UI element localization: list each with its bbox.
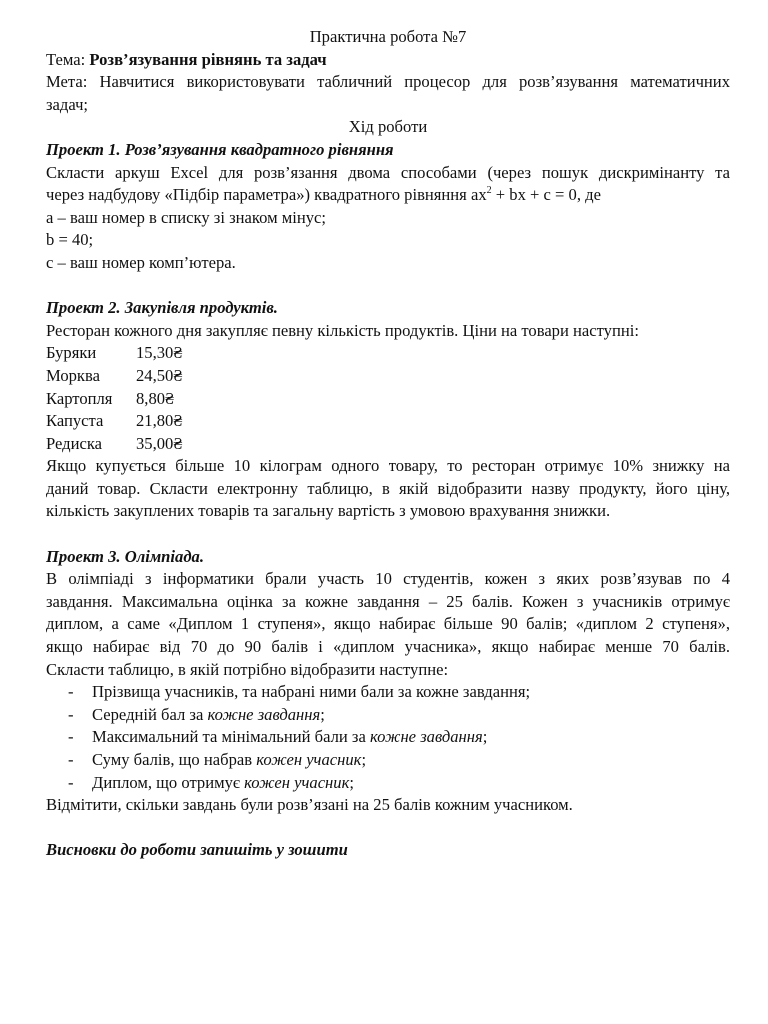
list-item: [46, 681, 730, 704]
dash-bullet: -: [68, 704, 74, 724]
project2-condition-2: даний товар. Скласти електронну таблицю, в якій відобразити назву продукту, його ціну,: [46, 478, 730, 498]
progress-heading: Хід роботи: [348, 117, 428, 137]
list-item-emphasis: кожен учасник: [244, 772, 350, 792]
equation-exponent: 2: [486, 185, 492, 197]
topic-text: Розв’язування рівнянь та задач: [89, 49, 327, 69]
list-item-text-part: Максимальний та мінімальний бали за: [92, 727, 370, 747]
project3-line-4: якщо набирає від 70 до 90 балів і «диплом учасника», якщо набирає менше 70 балів.: [46, 637, 730, 657]
list-item-text: [92, 772, 354, 795]
page-title: Практична робота №7: [309, 27, 467, 46]
project3-note: Відмітити, скільки завдань були розв’язані на 25 балів кожним учасником.: [46, 795, 573, 815]
price-row: [46, 342, 730, 365]
topic-line: [46, 49, 730, 72]
dash-bullet: -: [68, 750, 74, 769]
document-page: [46, 26, 730, 862]
project1-line-2: [46, 184, 730, 207]
list-item-emphasis: кожне завдання: [207, 704, 321, 724]
project3-line-5: Скласти таблицю, в якій потрібно відобразити наступне:: [46, 659, 449, 679]
price-row: [46, 410, 730, 433]
project3-line-2: завдання. Максимальна оцінка за кожне завдання – 25 балів. Кожен з учасників отримує: [46, 591, 730, 611]
price-row: [46, 433, 730, 456]
goal-line-2: задач;: [46, 94, 89, 114]
product-name: Капуста: [46, 411, 104, 431]
list-item-text-part: ;: [361, 750, 367, 769]
list-item: [46, 704, 730, 727]
list-item-text-part: Середній бал за: [92, 704, 208, 724]
project3-heading: Проект 3. Олімпіада.: [46, 546, 204, 566]
product-name: Картопля: [46, 388, 113, 408]
product-name: Буряки: [46, 343, 97, 363]
project3-line-1: В олімпіаді з інформатики брали участь 10 студентів, кожен з яких розв’язував по 4: [46, 569, 730, 589]
list-item-emphasis: кожен учасник: [256, 750, 362, 769]
equation-suffix: + bx + c = 0, де: [491, 185, 601, 205]
product-name: Редиска: [46, 433, 103, 453]
price-row: [46, 365, 730, 388]
product-price: 8,80₴: [136, 388, 175, 408]
dash-bullet: -: [68, 682, 74, 702]
list-item-text-part: ;: [482, 727, 488, 747]
project2-condition-1: Якщо купується більше 10 кілограм одного товару, то ресторан отримує 10% знижку на: [46, 456, 730, 476]
list-item-text: [92, 704, 325, 727]
list-item-emphasis: кожне завдання: [370, 727, 483, 747]
list-item-text-part: Суму балів, що набрав: [92, 750, 257, 769]
project1-heading: Проект 1. Розв’язування квадратного рівняння: [46, 139, 394, 159]
project3-line-3: диплом, а саме «Диплом 1 ступеня», якщо набирає більше 90 балів; «диплом 2 ступеня»,: [46, 614, 730, 634]
project1-a-line: a – ваш номер в списку зі знаком мінус;: [46, 207, 327, 227]
project1-b-line: b = 40;: [46, 230, 94, 250]
goal-text: Навчитися використовувати табличний процесор для розв’язування математичних: [99, 72, 730, 92]
price-list: [46, 342, 730, 455]
spacer: [46, 275, 730, 298]
project1-c-line: c – ваш номер комп’ютера.: [46, 252, 236, 272]
dash-bullet: -: [68, 727, 74, 747]
price-row: [46, 388, 730, 411]
list-item: [46, 726, 730, 749]
task-list: [46, 681, 730, 794]
list-item-text-part: ;: [320, 704, 325, 724]
list-item-text: [92, 726, 487, 749]
product-price: 24,50₴: [136, 365, 183, 385]
list-item-text: [92, 749, 366, 772]
goal-label: Мета:: [46, 72, 100, 92]
project2-heading: Проект 2. Закупівля продуктів.: [46, 298, 278, 318]
product-name: Морква: [46, 365, 100, 385]
product-price: 21,80₴: [136, 411, 183, 431]
list-item: [46, 749, 730, 772]
goal-line-1: [46, 71, 730, 94]
project2-intro: Ресторан кожного дня закупляє певну кількість продуктів. Ціни на товари наступні:: [46, 320, 639, 340]
product-price: 15,30₴: [136, 343, 183, 363]
dash-bullet: -: [68, 772, 74, 792]
product-price: 35,00₴: [136, 433, 183, 453]
conclusion-text: Висновки до роботи запишіть у зошити: [46, 840, 348, 860]
list-item-text-part: Диплом, що отримує: [92, 772, 245, 792]
spacer: [46, 817, 730, 840]
project2-condition-3: кількість закуплених товарів та загальну вартість з умовою врахування знижки.: [46, 501, 611, 521]
list-item: [46, 772, 730, 795]
list-item-text: Прізвища учасників, та набрані ними бали за кожне завдання;: [92, 682, 531, 702]
project1-line-1: Скласти аркуш Excel для розв’язання двома способами (через пошук дискримінанту та: [46, 162, 730, 182]
list-item-text-part: ;: [349, 772, 354, 792]
topic-label: Тема:: [46, 49, 90, 69]
spacer: [46, 523, 730, 546]
equation-prefix: через надбудову «Підбір параметра») квадратного рівняння ax: [46, 185, 487, 205]
